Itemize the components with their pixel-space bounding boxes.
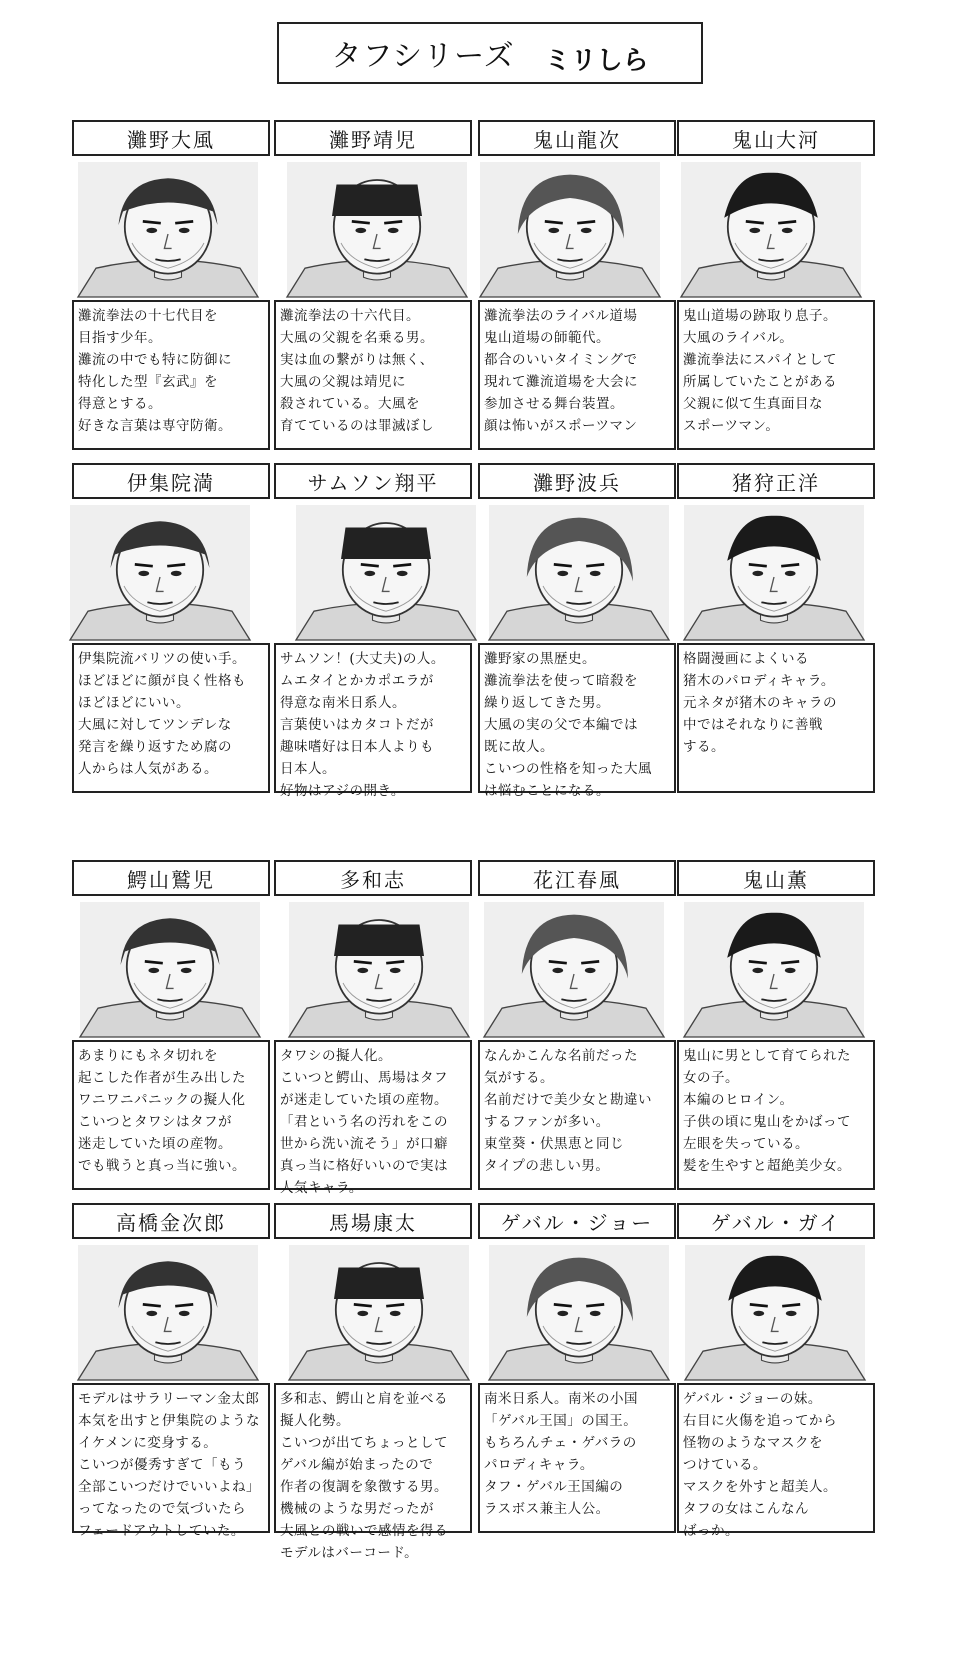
character-description: [72, 1040, 270, 1190]
character-portrait: [100, 902, 240, 1037]
description-line: 発言を繰り返すため腐の: [78, 739, 232, 755]
character-name: 馬場康太: [274, 1203, 472, 1239]
character-portrait: [78, 505, 242, 640]
description-line: こいつが出てちょっとして: [280, 1435, 448, 1451]
character-description: [274, 1383, 472, 1561]
character-name: 猪狩正洋: [677, 463, 875, 499]
description-line: 得意とする。: [78, 396, 162, 412]
title-box: [277, 22, 703, 84]
description-line: 子供の頃に鬼山をかばって: [683, 1114, 851, 1130]
description-line: 怪物のようなマスクを: [683, 1435, 823, 1451]
character-name: 高橋金次郎: [72, 1203, 270, 1239]
character-name: 鬼山大河: [677, 120, 875, 156]
description-line: こいつが優秀すぎて「もう: [78, 1457, 246, 1473]
character-name: ゲバル・ガイ: [677, 1203, 875, 1239]
description-line: 全部こいつだけでいいよね」: [78, 1479, 260, 1495]
character-description: [274, 643, 472, 799]
character-portrait: [294, 902, 464, 1037]
description-line: 真っ当に格好いいので実は: [280, 1158, 448, 1174]
description-line: 南米日系人。南米の小国: [484, 1391, 638, 1407]
description-line: 中ではそれなりに善戦: [683, 717, 823, 733]
description-line: 鬼山に男として育てられた: [683, 1048, 851, 1064]
page-title: タフシリーズ: [331, 39, 515, 74]
character-name: 鬼山龍次: [478, 120, 676, 156]
description-line: ラスボス兼主人公。: [484, 1501, 610, 1517]
description-line: マスクを外すと超美人。: [683, 1479, 837, 1495]
description-line: 所属していたことがある: [683, 374, 837, 390]
character-description: [72, 1383, 270, 1539]
description-line: つけている。: [683, 1457, 767, 1473]
description-line: ほどほどに顔が良く性格も: [78, 673, 246, 689]
character-description: [72, 643, 270, 793]
description-line: 本編のヒロイン。: [683, 1092, 794, 1108]
description-line: 擬人化勢。: [280, 1413, 350, 1429]
description-line: 父親に似て生真面目な: [683, 396, 823, 412]
description-line: 灘流拳法を使って暗殺を: [484, 673, 638, 689]
description-line: サムソン！(大丈夫)の人。: [280, 651, 445, 667]
description-line: 大風の父親は靖児に: [280, 374, 406, 390]
description-line: モデルはサラリーマン金太郎: [78, 1391, 260, 1407]
description-line: 起こした作者が生み出した: [78, 1070, 246, 1086]
description-line: 既に故人。: [484, 739, 554, 755]
character-portrait: [705, 1245, 845, 1380]
character-description: [274, 1040, 472, 1196]
description-line: 猪木のパロディキャラ。: [683, 673, 835, 689]
character-name: 鬼山薫: [677, 860, 875, 896]
description-line: 作者の復調を象徴する男。: [280, 1479, 448, 1495]
description-line: イケメンに変身する。: [78, 1435, 218, 1451]
description-line: が迷走していた頃の産物。: [280, 1092, 448, 1108]
description-line: でも戦うと真っ当に強い。: [78, 1158, 246, 1174]
description-line: 世から洗い流そう」が口癖: [280, 1136, 448, 1152]
description-line: あまりにもネタ切れを: [78, 1048, 218, 1064]
description-line: するファンが多い。: [484, 1114, 610, 1130]
description-line: 顔は怖いがスポーツマン: [484, 418, 638, 434]
description-line: 好きな言葉は専守防衛。: [78, 418, 232, 434]
description-line: 格闘漫画によくいる: [683, 651, 809, 667]
description-line: ばっか。: [683, 1523, 739, 1539]
description-line: 好物はアジの開き。: [280, 783, 405, 799]
description-line: 繰り返してきた男。: [484, 695, 610, 711]
description-line: タフの女はこんなん: [683, 1501, 809, 1517]
description-line: 現れて灘流道場を大会に: [484, 374, 638, 390]
description-line: タフ・ゲバル王国編の: [484, 1479, 624, 1495]
character-description: [677, 643, 875, 793]
description-line: 大風に対してツンデレな: [78, 717, 232, 733]
description-line: こいつとタワシはタフが: [78, 1114, 232, 1130]
description-line: 殺されている。大風を: [280, 396, 420, 412]
description-line: 髪を生やすと超絶美少女。: [683, 1158, 851, 1174]
character-name: ゲバル・ジョー: [478, 1203, 676, 1239]
character-name: 灘野波兵: [478, 463, 676, 499]
description-line: 本気を出すと伊集院のような: [78, 1413, 260, 1429]
description-line: 大風との戦いで感情を得る: [280, 1523, 448, 1539]
description-line: タイプの悲しい男。: [484, 1158, 610, 1174]
description-line: パロディキャラ。: [484, 1457, 594, 1473]
character-portrait: [88, 162, 248, 297]
description-line: 特化した型『玄武』を: [78, 374, 218, 390]
description-line: 参加させる舞台装置。: [484, 396, 624, 412]
description-line: 目指す少年。: [78, 330, 162, 346]
description-line: ワニワニパニックの擬人化: [78, 1092, 246, 1108]
character-description: [72, 300, 270, 450]
description-line: 日本人。: [280, 761, 336, 777]
description-line: 得意な南米日系人。: [280, 695, 406, 711]
description-line: ってなったので気づいたら: [78, 1501, 246, 1517]
character-portrait: [302, 162, 452, 297]
description-line: フェードアウトしていた。: [78, 1523, 245, 1539]
character-portrait: [490, 162, 650, 297]
description-line: 灘流拳法にスパイとして: [683, 352, 837, 368]
character-name: サムソン翔平: [274, 463, 472, 499]
description-line: 灘流拳法のライバル道場: [484, 308, 638, 324]
description-line: ゲバル編が始まったので: [280, 1457, 434, 1473]
character-description: [478, 1040, 676, 1190]
description-line: 気がする。: [484, 1070, 554, 1086]
description-line: 迷走していた頃の産物。: [78, 1136, 232, 1152]
character-portrait: [683, 162, 859, 297]
description-line: 実は血の繋がりは無く、: [280, 352, 434, 368]
character-portrait: [486, 902, 662, 1037]
description-line: なんかこんな名前だった: [484, 1048, 638, 1064]
description-line: 人気キャラ。: [280, 1180, 363, 1196]
description-line: 「ゲバル王国」の国王。: [484, 1413, 638, 1429]
character-portrait: [306, 505, 466, 640]
character-description: [677, 1383, 875, 1539]
character-name: 伊集院満: [72, 463, 270, 499]
description-line: 灘流拳法の十七代目を: [78, 308, 218, 324]
description-line: もちろんチェ・ゲバラの: [484, 1435, 637, 1451]
description-line: は悩むことになる。: [484, 783, 610, 799]
character-name: 灘野大風: [72, 120, 270, 156]
description-line: 女の子。: [683, 1070, 739, 1086]
description-line: 「君という名の汚れをこの: [280, 1114, 448, 1130]
character-description: [478, 643, 676, 799]
description-line: ゲバル・ジョーの妹。: [683, 1391, 822, 1407]
description-line: 人からは人気がある。: [78, 761, 218, 777]
page-subtitle: ミリしら: [544, 45, 649, 76]
description-line: 大風の実の父で本編では: [484, 717, 638, 733]
description-line: する。: [683, 739, 725, 755]
character-portrait: [84, 1245, 252, 1380]
description-line: こいつと鰐山、馬場はタフ: [280, 1070, 448, 1086]
description-line: 育てているのは罪滅ぼし: [280, 418, 434, 434]
description-line: 大風のライバル。: [683, 330, 794, 346]
character-description: [478, 1383, 676, 1533]
character-portrait: [709, 505, 839, 640]
character-portrait: [498, 1245, 660, 1380]
description-line: 灘流拳法の十六代目。: [280, 308, 420, 324]
character-name: 鰐山鷲児: [72, 860, 270, 896]
description-line: 言葉使いはカタコトだが: [280, 717, 434, 733]
character-portrait: [699, 902, 849, 1037]
description-line: 名前だけで美少女と勘違い: [484, 1092, 652, 1108]
character-description: [677, 1040, 875, 1190]
description-line: スポーツマン。: [683, 418, 780, 434]
character-portrait: [504, 505, 654, 640]
description-line: ほどほどにいい。: [78, 695, 190, 711]
description-line: タワシの擬人化。: [280, 1048, 392, 1064]
character-name: 灘野靖児: [274, 120, 472, 156]
description-line: 灘流の中でも特に防御に: [78, 352, 232, 368]
description-line: 右目に火傷を追ってから: [683, 1413, 837, 1429]
character-description: [478, 300, 676, 450]
description-line: 大風の父親を名乗る男。: [280, 330, 434, 346]
description-line: 伊集院流バリツの使い手。: [78, 651, 246, 667]
description-line: 鬼山道場の師範代。: [484, 330, 610, 346]
character-portrait: [294, 1245, 464, 1380]
description-line: モデルはバーコード。: [280, 1545, 419, 1561]
description-line: 左眼を失っている。: [683, 1136, 809, 1152]
description-line: 都合のいいタイミングで: [484, 352, 638, 368]
description-line: 灘野家の黒歴史。: [484, 651, 596, 667]
description-line: ムエタイとかカポエラが: [280, 673, 434, 689]
description-line: 機械のような男だったが: [280, 1501, 434, 1517]
description-line: 趣味嗜好は日本人よりも: [280, 739, 434, 755]
character-name: 多和志: [274, 860, 472, 896]
description-line: 東堂葵・伏黒恵と同じ: [484, 1136, 624, 1152]
description-line: 元ネタが猪木のキャラの: [683, 695, 837, 711]
character-description: [274, 300, 472, 450]
description-line: 鬼山道場の跡取り息子。: [683, 308, 837, 324]
description-line: こいつの性格を知った大風: [484, 761, 652, 777]
character-name: 花江春風: [478, 860, 676, 896]
character-description: [677, 300, 875, 450]
description-line: 多和志、鰐山と肩を並べる: [280, 1391, 448, 1407]
